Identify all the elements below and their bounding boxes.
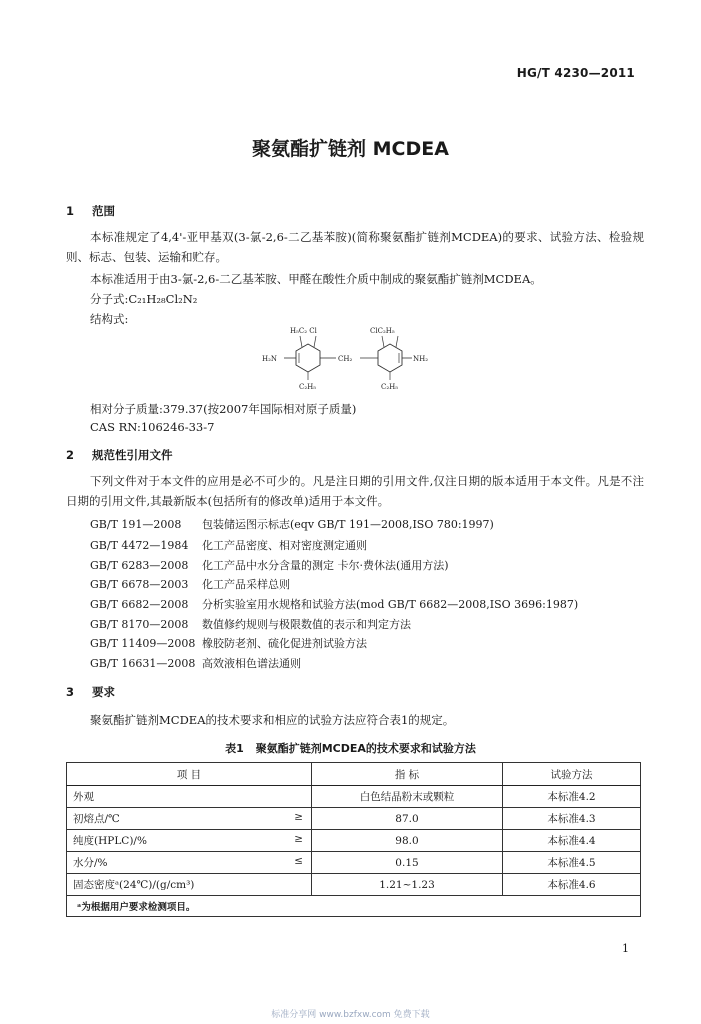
row-item xyxy=(67,830,312,852)
item-label: 纯度(HPLC)/% xyxy=(73,835,147,847)
section-number: 2 xyxy=(66,448,75,462)
header-method: 试验方法 xyxy=(503,763,641,786)
reference-item xyxy=(90,655,301,671)
table-footnote: ᵃ为根据用户要求检测项目。 xyxy=(67,896,641,917)
structural-formula-svg xyxy=(262,322,442,394)
row-item xyxy=(67,786,312,808)
row-item xyxy=(67,874,312,896)
section-title: 范围 xyxy=(92,204,115,218)
row-item xyxy=(67,808,312,830)
section-2-heading xyxy=(66,447,173,463)
document-title: 聚氨酯扩链剂 MCDEA xyxy=(252,138,449,160)
reference-title: 数值修约规则与极限数值的表示和判定方法 xyxy=(202,618,411,631)
section-title: 要求 xyxy=(92,685,115,699)
reference-code: GB/T 16631—2008 xyxy=(90,657,196,670)
item-label: 固态密度ᵃ(24℃)/(g/cm³) xyxy=(73,879,195,891)
requirements-intro: 聚氨酯扩链剂MCDEA的技术要求和相应的试验方法应符合表1的规定。 xyxy=(90,713,455,727)
table-number: 表1 xyxy=(225,742,244,755)
row-method: 本标准4.2 xyxy=(503,786,641,808)
structural-formula-diagram xyxy=(262,322,442,394)
row-spec: 白色结晶粉末或颗粒 xyxy=(312,786,503,808)
label-methylene-bridge: CH₂ xyxy=(338,355,353,363)
section-number: 1 xyxy=(66,204,75,218)
molecular-formula: 分子式:C₂₁H₂₈Cl₂N₂ xyxy=(90,292,198,306)
row-method: 本标准4.6 xyxy=(503,874,641,896)
limit-symbol: ≤ xyxy=(294,855,303,867)
table-row xyxy=(67,852,641,874)
label-bottom-left-ethyl: C₂H₅ xyxy=(299,383,317,391)
row-method: 本标准4.5 xyxy=(503,852,641,874)
row-method: 本标准4.4 xyxy=(503,830,641,852)
reference-item xyxy=(90,537,367,553)
page-number: 1 xyxy=(622,942,629,955)
left-benzene-ring xyxy=(296,344,320,372)
table-row xyxy=(67,874,641,896)
table-row xyxy=(67,786,641,808)
row-spec: 0.15 xyxy=(312,852,503,874)
reference-title: 化工产品中水分含量的测定 卡尔·费休法(通用方法) xyxy=(202,559,449,572)
reference-item xyxy=(90,557,449,573)
table-title: 聚氨酯扩链剂MCDEA的技术要求和试验方法 xyxy=(255,742,476,755)
reference-code: GB/T 6678—2003 xyxy=(90,578,189,591)
reference-title: 分析实验室用水规格和试验方法(mod GB/T 6682—2008,ISO 3696:1987) xyxy=(202,598,579,611)
row-spec: 87.0 xyxy=(312,808,503,830)
cas-number: CAS RN:106246-33-7 xyxy=(90,420,215,434)
reference-code: GB/T 4472—1984 xyxy=(90,539,189,552)
table-footnote-row xyxy=(67,896,641,917)
scope-paragraph-1: 本标准规定了4,4'-亚甲基双(3-氯-2,6-二乙基苯胺)(简称聚氨酯扩链剂MCDEA)的要求、试验方法、检验规则、标志、包装、运输和贮存。 xyxy=(66,230,644,264)
table-row xyxy=(67,830,641,852)
reference-item xyxy=(90,616,411,632)
reference-item xyxy=(90,516,494,532)
reference-title: 化工产品采样总则 xyxy=(202,578,290,591)
reference-title: 高效液相色谱法通则 xyxy=(202,657,301,670)
limit-symbol: ≥ xyxy=(294,833,303,845)
reference-item xyxy=(90,576,290,592)
reference-title: 橡胶防老剂、硫化促进剂试验方法 xyxy=(202,637,367,650)
label-bottom-right-ethyl: C₂H₅ xyxy=(381,383,399,391)
section-title: 规范性引用文件 xyxy=(92,448,173,462)
table-header-row xyxy=(67,763,641,786)
reference-code: GB/T 191—2008 xyxy=(90,518,182,531)
header-spec: 指 标 xyxy=(312,763,503,786)
watermark-text: 标准分享网 www.bzfxw.com 免费下载 xyxy=(271,1010,430,1020)
header-item: 项 目 xyxy=(67,763,312,786)
table-row xyxy=(67,808,641,830)
reference-item xyxy=(90,635,367,651)
label-left-amine: H₂N xyxy=(262,355,278,363)
reference-item xyxy=(90,596,578,612)
item-label: 初熔点/℃ xyxy=(73,813,120,825)
limit-symbol: ≥ xyxy=(294,811,303,823)
row-method: 本标准4.3 xyxy=(503,808,641,830)
label-top-right-groups: ClC₂H₅ xyxy=(370,327,395,335)
label-right-amine: NH₂ xyxy=(413,355,429,363)
reference-code: GB/T 11409—2008 xyxy=(90,637,196,650)
section-1-heading xyxy=(66,203,115,219)
structure-label: 结构式: xyxy=(90,312,129,326)
scope-paragraph-2: 本标准适用于由3-氯-2,6-二乙基苯胺、甲醛在酸性介质中制成的聚氨酯扩链剂MCDEA。 xyxy=(90,272,542,286)
item-label: 外观 xyxy=(73,791,94,803)
standard-code: HG/T 4230—2011 xyxy=(516,66,635,80)
section-number: 3 xyxy=(66,685,75,699)
reference-title: 包装储运图示标志(eqv GB/T 191—2008,ISO 780:1997) xyxy=(202,518,494,531)
relative-molecular-mass: 相对分子质量:379.37(按2007年国际相对原子质量) xyxy=(90,402,357,416)
reference-code: GB/T 6682—2008 xyxy=(90,598,189,611)
reference-code: GB/T 8170—2008 xyxy=(90,618,189,631)
item-label: 水分/% xyxy=(73,857,108,869)
row-item xyxy=(67,852,312,874)
spec-table xyxy=(66,762,641,917)
reference-title: 化工产品密度、相对密度测定通则 xyxy=(202,539,367,552)
references-intro: 下列文件对于本文件的应用是必不可少的。凡是注日期的引用文件,仅注日期的版本适用于本文件。凡是不注日期的引用文件,其最新版本(包括所有的修改单)适用于本文件。 xyxy=(66,474,644,508)
section-3-heading xyxy=(66,684,115,700)
row-spec: 98.0 xyxy=(312,830,503,852)
table-caption xyxy=(0,740,701,756)
right-benzene-ring xyxy=(378,344,402,372)
label-top-left-groups: H₅C₂ Cl xyxy=(290,327,317,335)
reference-code: GB/T 6283—2008 xyxy=(90,559,189,572)
row-spec: 1.21~1.23 xyxy=(312,874,503,896)
